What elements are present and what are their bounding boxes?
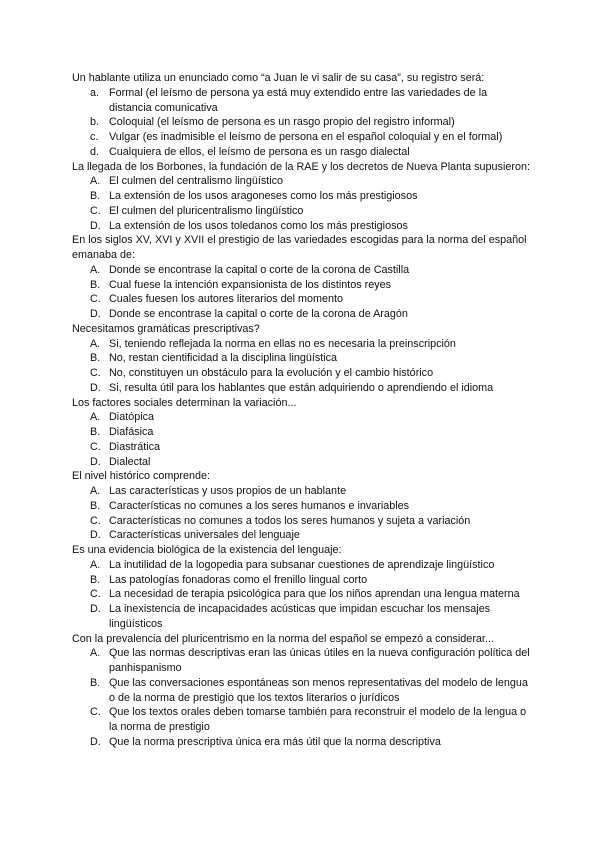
option-text: La inutilidad de la logopedia para subsanar cuestiones de aprendizaje lingüístico <box>109 558 495 571</box>
answer-option <box>72 292 532 307</box>
option-text: Características no comunes a los seres humanos e invariables <box>109 499 410 512</box>
answer-option <box>72 263 532 278</box>
option-text: El culmen del centralismo lingüístico <box>109 175 284 188</box>
option-label: B. <box>90 352 101 365</box>
option-label: D. <box>90 308 101 320</box>
answer-option <box>72 219 532 234</box>
option-text: No, constituyen un obstáculo para la evolución y el cambio histórico <box>109 367 434 379</box>
option-text: La extensión de los usos aragoneses como los más prestigiosos <box>109 190 418 202</box>
answer-option <box>72 366 532 381</box>
option-label: B. <box>90 190 101 202</box>
option-label: A. <box>90 485 101 497</box>
option-label: A. <box>90 558 101 571</box>
option-label: A. <box>90 647 101 660</box>
option-label: D. <box>90 381 101 394</box>
answer-option <box>72 646 532 676</box>
option-text: Si, teniendo reflejada la norma en ellas no es necesaria la preinscripción <box>109 337 456 350</box>
option-text: Vulgar (es inadmisible el leísmo de persona en el español coloquial y en el formal) <box>109 131 503 143</box>
option-text: Diafásica <box>109 426 154 438</box>
option-text: Que las normas descriptivas eran las únicas útiles en la nueva configuración política del panhispanismo <box>109 647 530 674</box>
answer-option <box>72 174 532 189</box>
question-text: Con la prevalencia del pluricentrismo en la norma del español se empezó a considerar... <box>72 632 494 645</box>
option-label: C. <box>90 588 101 601</box>
answer-option <box>72 602 532 632</box>
answer-option <box>72 528 532 543</box>
answer-option <box>72 410 532 425</box>
option-label: D. <box>90 455 101 468</box>
question-text: En los siglos XV, XVI y XVII el prestigio de las variedades escogidas para la norma del español emanaba de: <box>72 234 527 261</box>
answer-option <box>72 573 532 588</box>
answer-option <box>72 337 532 352</box>
option-label: D. <box>90 603 101 615</box>
option-text: Si, resulta útil para los hablantes que están adquiriendo o aprendiendo el idioma <box>109 381 494 394</box>
answer-option <box>72 351 532 366</box>
question-text: El nivel histórico comprende: <box>72 470 211 483</box>
option-text: Diatópica <box>109 411 155 424</box>
option-text: Las características y usos propios de un hablante <box>109 485 347 497</box>
option-label: A. <box>90 175 101 188</box>
option-label: A. <box>90 411 101 424</box>
answer-option <box>72 130 532 145</box>
option-text: La inexistencia de incapacidades acústicas que impidan escuchar los mensajes lingüísticos <box>109 603 491 630</box>
option-text: Diastrática <box>109 440 161 453</box>
option-label: B. <box>90 499 101 512</box>
answer-option <box>72 204 532 219</box>
answer-option <box>72 484 532 499</box>
option-label: B. <box>90 676 101 689</box>
option-text: Que las conversaciones espontáneas son menos representativas del modelo de lengua o de la norma de prestigio que los textos literarios o jurídicos <box>109 676 528 704</box>
option-label: C. <box>90 706 101 719</box>
option-text: Dialectal <box>109 455 151 468</box>
option-label: B. <box>90 573 101 586</box>
answer-option <box>72 440 532 455</box>
option-label: B. <box>90 426 101 438</box>
answer-option <box>72 676 532 706</box>
answer-option <box>72 115 532 130</box>
answer-option <box>72 278 532 293</box>
option-text: Donde se encontrase la capital o corte de la corona de Aragón <box>109 308 408 320</box>
option-text: Características universales del lenguaje <box>109 529 300 542</box>
option-text: Características no comunes a todos los seres humanos y sujeta a variación <box>109 514 471 527</box>
option-text: Cual fuese la intención expansionista de los distintos reyes <box>109 278 392 291</box>
option-label: C. <box>90 514 101 527</box>
option-label: C. <box>90 204 101 217</box>
option-label: a. <box>90 86 100 99</box>
option-label: D. <box>90 529 101 542</box>
answer-option <box>72 307 532 322</box>
answer-option <box>72 381 532 396</box>
option-label: A. <box>90 263 101 276</box>
answer-option <box>72 455 532 470</box>
option-label: D. <box>90 219 101 232</box>
option-label: d. <box>90 145 100 158</box>
option-text: El culmen del pluricentralismo lingüístico <box>109 204 304 217</box>
option-label: B. <box>90 278 101 291</box>
option-text: Las patologías fonadoras como el frenillo lingual corto <box>109 573 368 586</box>
option-text: Que la norma prescriptiva única era más útil que la norma descriptiva <box>109 735 441 748</box>
option-text: No, restan cientificidad a la disciplina lingüística <box>109 352 338 365</box>
option-text: Que los textos orales deben tomarse también para reconstruir el modelo de la lengua o la norma de prestigio <box>109 706 527 733</box>
answer-option <box>72 86 532 116</box>
answer-option <box>72 587 532 602</box>
option-text: Coloquial (el leísmo de persona es un rasgo propio del registro informal) <box>109 116 455 129</box>
option-text: La extensión de los usos toledanos como los más prestigiosos <box>109 219 408 232</box>
option-label: c. <box>90 131 99 143</box>
option-label: C. <box>90 293 101 306</box>
option-label: C. <box>90 440 101 453</box>
answer-option <box>72 189 532 204</box>
question-text: La llegada de los Borbones, la fundación de la RAE y los decretos de Nueva Planta supusieron: <box>72 160 530 173</box>
question-text: Es una evidencia biológica de la existencia del lenguaje: <box>72 544 342 556</box>
answer-option <box>72 705 532 735</box>
answer-option <box>72 425 532 440</box>
option-text: Donde se encontrase la capital o corte de la corona de Castilla <box>109 263 410 276</box>
option-label: b. <box>90 116 100 129</box>
document-page <box>72 71 532 750</box>
question-text: Los factores sociales determinan la variación... <box>72 396 297 409</box>
answer-option <box>72 499 532 514</box>
option-label: C. <box>90 367 101 379</box>
option-text: Formal (el leísmo de persona ya está muy extendido entre las variedades de la distancia comunicativa <box>109 86 488 114</box>
answer-option <box>72 558 532 573</box>
option-label: A. <box>90 337 101 350</box>
question-text: Un hablante utiliza un enunciado como “a Juan le vi salir de su casa”, su registro será: <box>72 72 485 84</box>
answer-option <box>72 514 532 529</box>
answer-option <box>72 145 532 160</box>
answer-option <box>72 735 532 750</box>
option-text: Cuales fuesen los autores literarios del momento <box>109 293 344 306</box>
option-text: La necesidad de terapia psicológica para que los niños aprendan una lengua materna <box>109 588 520 601</box>
option-label: D. <box>90 735 101 748</box>
option-text: Cualquiera de ellos, el leísmo de persona es un rasgo dialectal <box>109 145 410 158</box>
question-text: Necesitamos gramáticas prescriptivas? <box>72 322 260 335</box>
